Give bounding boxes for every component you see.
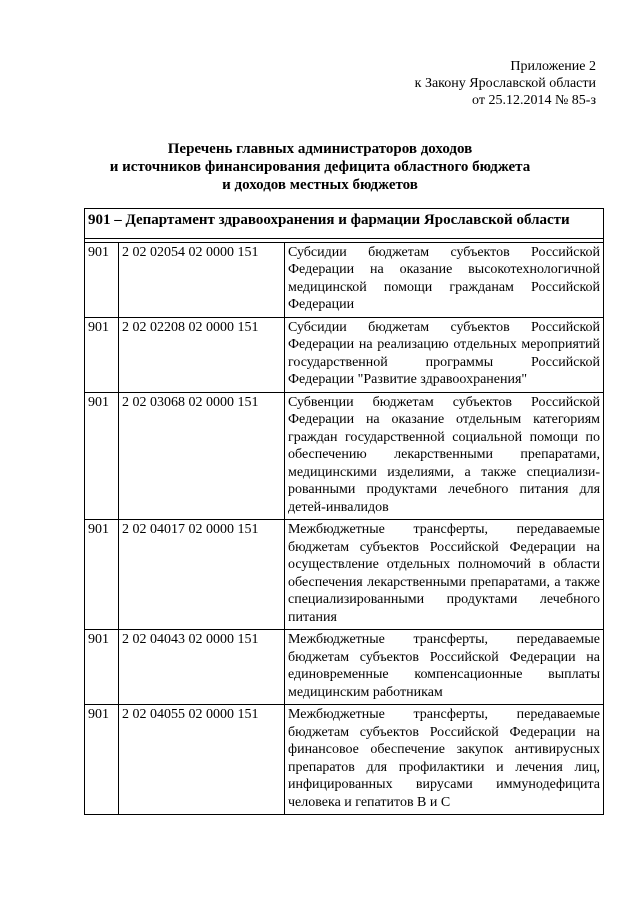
description-cell: Субсидии бюджетам субъектов Российской Федерации на оказание высокотехнологичной медицинской помощи гражданам Российской Федерации — [285, 242, 604, 317]
table-row — [85, 242, 604, 317]
table-row — [85, 392, 604, 520]
appendix-law-reference: к Закону Ярославской области — [414, 76, 596, 91]
revenue-code-cell: 2 02 04017 02 0000 151 — [119, 520, 285, 630]
description-cell: Межбюджетные трансферты, передаваемые бюджетам субъектов Российской Федерации на единовременные компенсационные выплаты медицинским работникам — [285, 630, 604, 705]
revenue-code-cell: 2 02 04043 02 0000 151 — [119, 630, 285, 705]
department-header-row — [85, 209, 604, 239]
title-line-2: и источников финансирования дефицита областного бюджета — [109, 159, 531, 175]
description-cell: Субсидии бюджетам субъектов Российской Федерации на реализацию отдельных мероприятий государственной программы Российской Федерации "Развитие здравоохранения" — [285, 317, 604, 392]
admin-code-cell: 901 — [85, 242, 119, 317]
appendix-header — [415, 58, 596, 109]
title-line-3: и доходов местных бюджетов — [222, 177, 418, 193]
admin-code-cell: 901 — [85, 630, 119, 705]
appendix-number: Приложение 2 — [510, 59, 596, 74]
table-row — [85, 705, 604, 815]
title-line-1: Перечень главных администраторов доходов — [167, 141, 473, 157]
revenue-code-cell: 2 02 03068 02 0000 151 — [119, 392, 285, 520]
description-cell: Субвенции бюджетам субъектов Российской Федерации на оказание отдельным категориям граждан государственной социальной помощи по обеспечению лекарственными препаратами, медицинскими изделиями, а также специализированными продуктами лечебного питания для детей-инвалидов — [285, 392, 604, 520]
administrators-table — [84, 208, 604, 815]
revenue-code-cell: 2 02 02208 02 0000 151 — [119, 317, 285, 392]
table-row — [85, 317, 604, 392]
admin-code-cell: 901 — [85, 317, 119, 392]
table-row — [85, 520, 604, 630]
admin-code-cell: 901 — [85, 392, 119, 520]
appendix-law-date: от 25.12.2014 № 85-з — [472, 93, 596, 108]
admin-code-cell: 901 — [85, 705, 119, 815]
description-cell: Межбюджетные трансферты, передаваемые бюджетам субъектов Российской Федерации на осуществление отдельных полномочий в области обеспечения лекарственными препаратами, а также специализированными продуктами лечебного питания — [285, 520, 604, 630]
department-name: 901 – Департамент здравоохранения и фармации Ярославской области — [85, 209, 604, 239]
revenue-code-cell: 2 02 04055 02 0000 151 — [119, 705, 285, 815]
description-cell: Межбюджетные трансферты, передаваемые бюджетам субъектов Российской Федерации на финансовое обеспечение закупок антивирусных препаратов для профилактики и лечения лиц, инфицированных вирусами иммунодефицита человека и гепатитов B и C — [285, 705, 604, 815]
admin-code-cell: 901 — [85, 520, 119, 630]
document-title — [0, 140, 640, 194]
revenue-code-cell: 2 02 02054 02 0000 151 — [119, 242, 285, 317]
table-row — [85, 630, 604, 705]
